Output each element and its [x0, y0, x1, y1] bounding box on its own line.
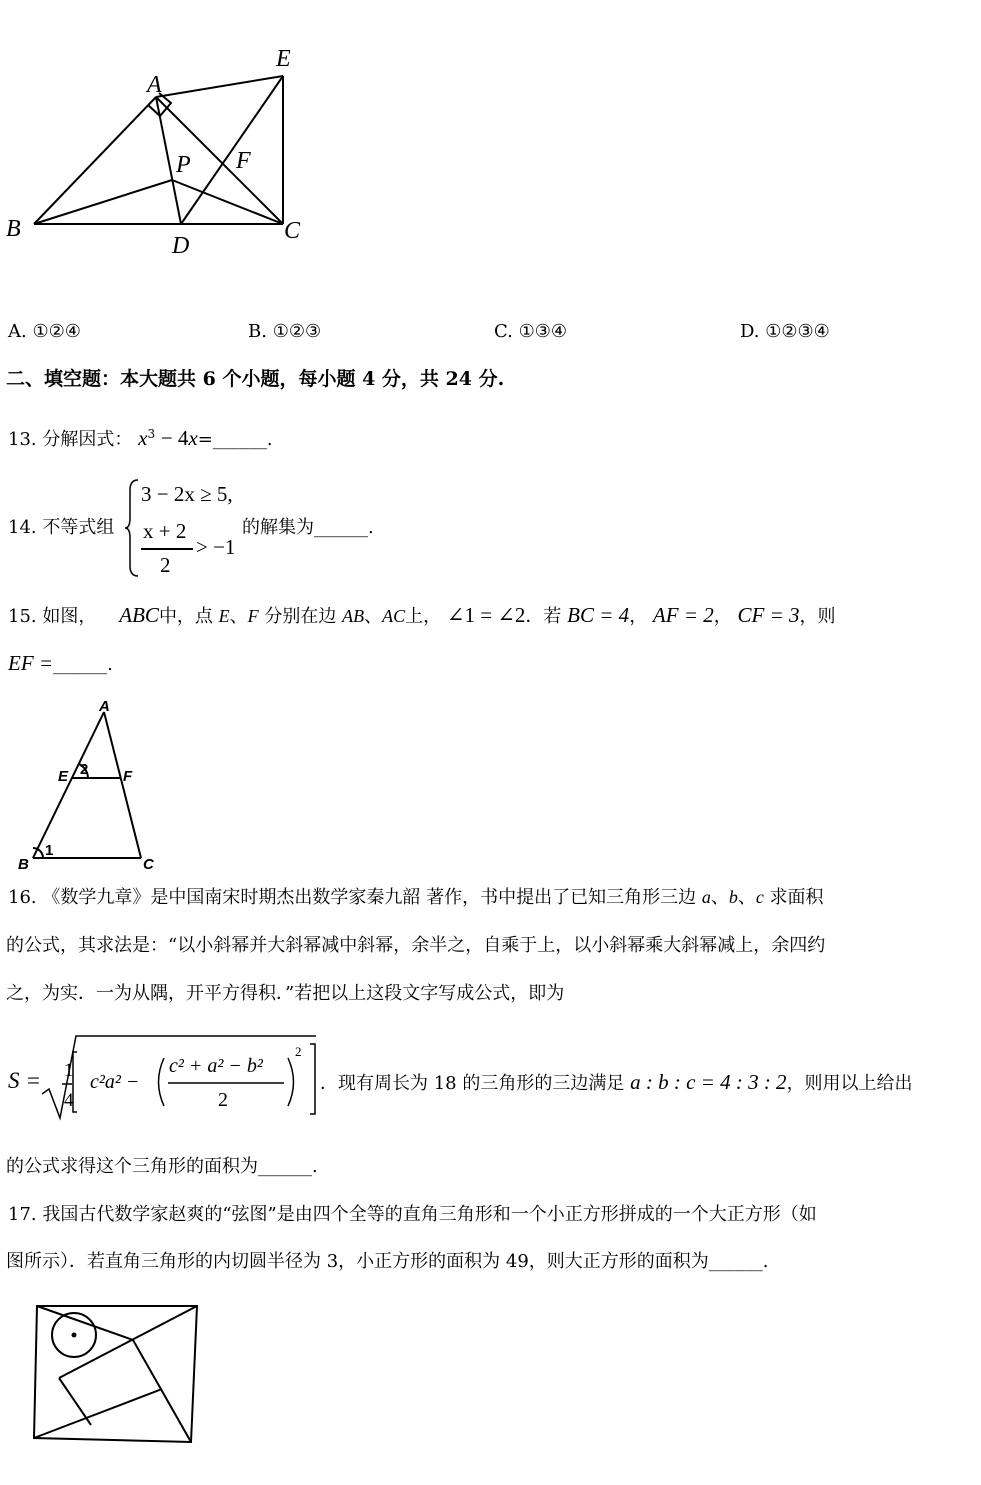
- formula-one: 1: [64, 1060, 74, 1081]
- fraction-numerator: x + 2: [143, 519, 187, 543]
- question-13: 13. 分解因式： $x^3$ − 4x=______.: [8, 426, 273, 450]
- label-f: F: [236, 148, 251, 174]
- formula-numerator: c² + a² − b²: [169, 1055, 263, 1077]
- fig15-label-e: E: [58, 768, 69, 785]
- fraction-bar: [141, 548, 193, 550]
- option-a: A. ①②④: [8, 321, 81, 342]
- sqrt-sign: [40, 1032, 320, 1122]
- figure-q15: [0, 690, 180, 880]
- inequality-1: 3 − 2x ≥ 5,: [141, 482, 233, 506]
- label-b: B: [6, 216, 21, 242]
- question-16-line5: 的公式求得这个三角形的面积为______.: [6, 1156, 318, 1177]
- label-c: C: [284, 218, 301, 244]
- label-d: D: [172, 233, 190, 259]
- brace: [124, 478, 140, 578]
- figure-q12: [0, 40, 340, 270]
- inequality-2-rhs: > −1: [196, 535, 236, 559]
- fig15-label-1: 1: [45, 842, 54, 859]
- formula-s: S: [8, 1068, 20, 1093]
- formula-denominator: 2: [218, 1089, 228, 1111]
- label-p: P: [176, 152, 191, 178]
- option-b: B. ①②③: [248, 321, 322, 342]
- question-17-line1: 17. 我国古代数学家赵爽的“弦图”是由四个全等的直角三角形和一个小正方形拼成的一个大正方形（如: [8, 1204, 817, 1225]
- formula-c2a2: c²a² −: [90, 1071, 140, 1093]
- question-16-line4: ．现有周长为 18 的三角形的三边满足 a : b : c = 4 : 3 : 2，则用以上给出: [320, 1070, 913, 1094]
- fig15-label-c: C: [143, 856, 154, 873]
- figure-q17: [0, 1295, 210, 1455]
- fig15-label-2: 2: [80, 761, 89, 778]
- question-15: 15. 如图， ABC中，点 E、F 分别在边 AB、AC上， ∠1 = ∠2．若 BC = 4， AF = 2， CF = 3，则: [8, 603, 836, 627]
- formula-eq: =: [27, 1068, 40, 1093]
- option-c: C. ①③④: [494, 321, 568, 342]
- option-d: D. ①②③④: [740, 321, 830, 342]
- fig15-label-b: B: [18, 856, 29, 873]
- question-16-line2: 的公式，其求法是：“以小斜幂并大斜幂减中斜幂，余半之，自乘于上，以小斜幂乘大斜幂减上，余四约: [6, 935, 826, 956]
- formula-four: 4: [64, 1090, 74, 1111]
- label-e: E: [276, 46, 291, 72]
- fraction-denominator: 2: [160, 553, 171, 577]
- question-14-label: 14. 不等式组: [8, 517, 115, 538]
- label-a: A: [147, 72, 162, 98]
- fig15-label-f: F: [123, 768, 133, 785]
- question-15-line2: EF =______.: [8, 651, 113, 675]
- section-title: 二、填空题：本大题共 6 个小题，每小题 4 分，共 24 分.: [6, 368, 505, 390]
- q14-tail: 的解集为______.: [242, 517, 374, 538]
- question-16-line3: 之，为实．一为从隅，开平方得积．”若把以上这段文字写成公式，即为: [6, 983, 565, 1004]
- question-16-line1: 16. 《数学九章》是中国南宋时期杰出数学家秦九韶 著作，书中提出了已知三角形三边 a、b、c 求面积: [8, 887, 824, 908]
- fig15-label-a: A: [99, 698, 110, 715]
- formula-outer-exp: 2: [295, 1044, 302, 1059]
- question-17-line2: 图所示）．若直角三角形的内切圆半径为 3，小正方形的面积为 49，则大正方形的面积为______.: [6, 1251, 769, 1272]
